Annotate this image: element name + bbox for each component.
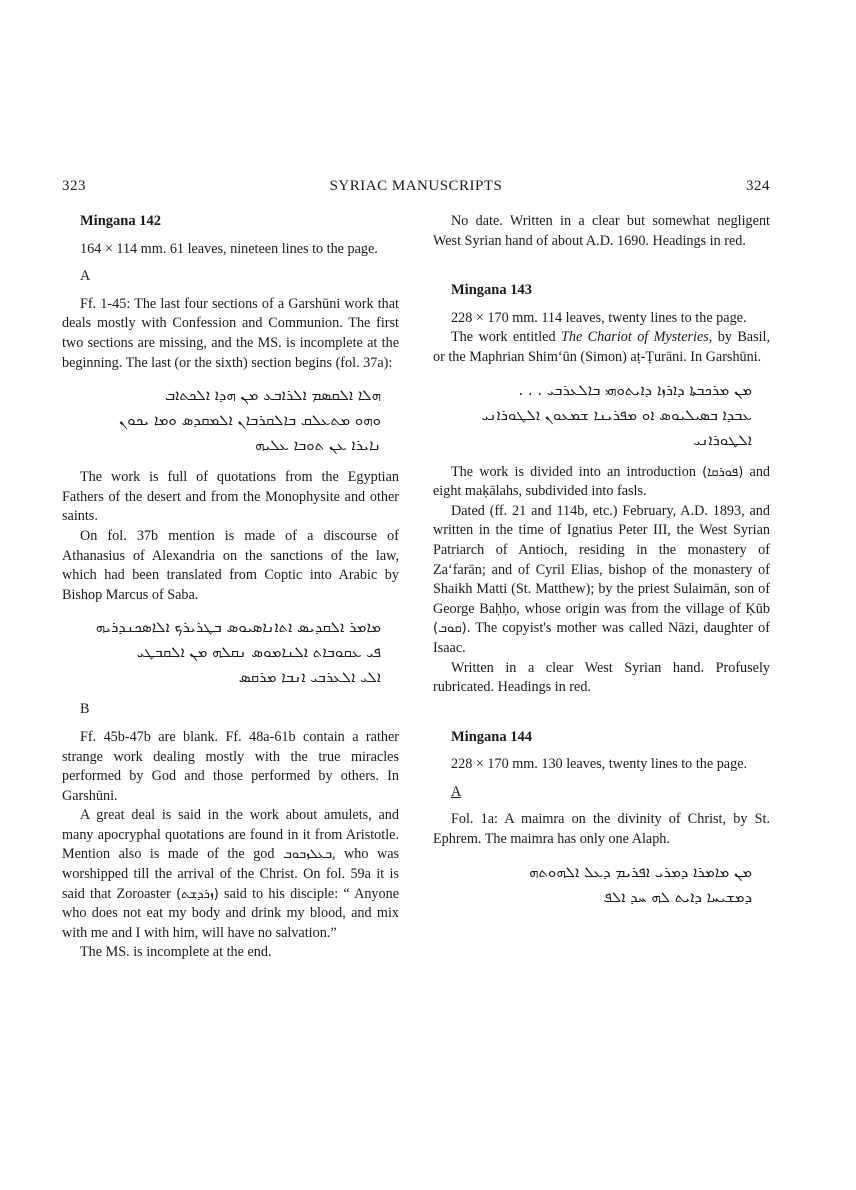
- left-column: [62, 212, 399, 963]
- physical-description: 164 × 114 mm. 61 leaves, nineteen lines to the page.: [80, 240, 378, 257]
- syriac-inline: ܒܥܠܙܒܘܒ: [283, 847, 332, 863]
- text: A great deal is said in the work about amulets, and many apocryphal quotations are found in it from Aristotle. Mention also is made of the god: [62, 807, 399, 863]
- section-label-b: B: [80, 701, 90, 718]
- text: . The copyist's mother was called Nāzi, daughter of Isaac.: [433, 620, 770, 656]
- text: , who was worshipped till the arrival of the Christ. On fol. 59a it is said that Zoroaster: [62, 846, 400, 902]
- heading-mingana-144: Mingana 144: [451, 728, 532, 745]
- text: said to his disciple: “ Anyone who does not eat my body and drink my blood, and mix with me and I with him, will have no salvation.”: [62, 885, 399, 941]
- syriac-line: ܢܐܝܪܐ ܥܢ ܬܘܒܐ ܥܠܝܗ: [255, 436, 381, 455]
- section-label-a: A: [451, 783, 462, 800]
- syriac-quotation: [62, 383, 399, 458]
- physical-description: 228 × 170 mm. 130 leaves, twenty lines to the page.: [451, 756, 748, 773]
- paragraph: Ff. 1-45: The last four sections of a Garshūni work that deals mostly with Confession and Communion. The first two sections are missing, and the MS. is incomplete at the beginning. The last (or the sixth) section begins (fol. 37a):: [62, 295, 399, 371]
- syriac-line: ܥܒܕܐ ܒܣܝܠܝܘܣ ܐܘ ܡܦܪܝܢܐ ܫܡܥܘܢ ܐܠܛܘܪܐܢܝ: [481, 405, 752, 424]
- paragraph: The MS. is incomplete at the end.: [80, 944, 272, 961]
- paragraph: No date. Written in a clear but somewhat negligent West Syrian hand of about A.D. 1690. Headings in red.: [433, 213, 770, 249]
- syriac-inline: (ܩܘܒ): [433, 621, 467, 637]
- right-column: [433, 212, 770, 920]
- syriac-line: ܡܐܡܪ ܐܠܩܕܝܣ ܐܬܐܢܐܣܝܘܣ ܒܛܪܝܪܟ ܐܠܐܣܟܢܕܪܝܗ: [95, 618, 381, 637]
- syriac-line: ܕܡܫܝܚܐ ܕܐܝܬ ܠܗ ܚܕ ܐܠܦ: [603, 887, 752, 906]
- paragraph: [433, 502, 770, 659]
- text: by Basil, or the Maphrian Shim‘ūn (Simon) aṭ-Ṭurāni. In Garshūni.: [433, 329, 771, 365]
- syriac-inline: (ܙܪܕܫܬ): [176, 886, 219, 902]
- paragraph: [62, 806, 399, 943]
- syriac-quotation: [62, 615, 399, 690]
- text: and eight maḳālahs, subdivided into fasls.: [433, 463, 771, 500]
- syriac-line: ܗܠܐ ܐܠܩܣܡ ܐܠܪܐܒܥ ܡܢ ܗܕܐ ܐܠܟܬܐܒ: [164, 386, 381, 405]
- page-title: SYRIAC MANUSCRIPTS: [329, 178, 503, 194]
- syriac-line: ܡܢ ܡܪܟܒܬܐ ܕܐܪܙܐ ܕܐܝܬܘܗܝ ܒܐܠܥܪܒܝ . . .: [518, 380, 752, 399]
- heading-mingana-143: Mingana 143: [451, 282, 532, 299]
- paragraph: [433, 328, 770, 367]
- paragraph: The work is full of quotations from the Egyptian Fathers of the desert and from the Monophysite and other saints.: [62, 469, 399, 525]
- text: The work is divided into an introduction: [451, 463, 696, 480]
- physical-description: 228 × 170 mm. 114 leaves, twenty lines to the page.: [451, 309, 747, 326]
- text: Dated (ff. 21 and 114b, etc.) February, A.D. 1893, and written in the time of Ignatius Peter III, the West Syrian Patriarch of Antioch, residing in the monastery of Za‘farān; and of Cyril Elias, bishop of the monastery of Shaikh Matti (St. Matthew); by the priest Sulaimān, son of George Baḥḥo, whose origin was from the village of Ḳūb: [433, 502, 770, 617]
- page-number-left: 323: [62, 178, 86, 194]
- syriac-quotation: [433, 860, 770, 910]
- syriac-line: ܐܠܝ ܐܠܥܪܒܝ ܐܢܒܐ ܡܪܩܣ: [238, 668, 381, 687]
- syriac-line: ܦܝ ܥܩܘܒܐܬ ܐܠܢܐܡܘܣ ܢܩܠܗ ܡܢ ܐܠܩܒܛܝ: [136, 643, 381, 662]
- text: The work entitled: [451, 329, 556, 346]
- paragraph: [433, 463, 770, 502]
- section-label-a: A: [80, 268, 91, 285]
- heading-mingana-142: Mingana 142: [80, 213, 161, 229]
- syriac-quotation: [433, 378, 770, 453]
- syriac-line: ܐܠܛܘܪܐܢܝ: [693, 430, 752, 449]
- syriac-line: ܘܗܘ ܡܬܥܠܩ ܒܐܠܩܪܒܐܢ ܐܠܡܩܕܣ ܘܡܐ ܝܟܘܢ: [119, 411, 381, 430]
- page-number-right: 324: [746, 178, 770, 194]
- work-title: The Chariot of Mysteries,: [560, 329, 713, 346]
- paragraph: Written in a clear West Syrian hand. Profusely rubricated. Headings in red.: [433, 659, 770, 696]
- paragraph: On fol. 37b mention is made of a discourse of Athanasius of Alexandria on the sanctions of the law, which had been translated from Coptic into Arabic by Bishop Marcus of Saba.: [62, 527, 399, 603]
- syriac-line: ܡܢ ܡܐܡܪܐ ܕܡܪܝ ܐܦܪܝܡ ܕܥܠ ܐܠܗܘܬܗ: [529, 862, 752, 881]
- paragraph: Fol. 1a: A maimra on the divinity of Christ, by St. Ephrem. The maimra has only one Alaph.: [433, 811, 770, 848]
- syriac-inline: (ܦܘܪܩܐ): [702, 464, 744, 480]
- running-head: [62, 178, 770, 200]
- paragraph: Ff. 45b-47b are blank. Ff. 48a-61b contain a rather strange work dealing mostly with the true miracles performed by God and those performed by others. In Garshūni.: [62, 728, 399, 804]
